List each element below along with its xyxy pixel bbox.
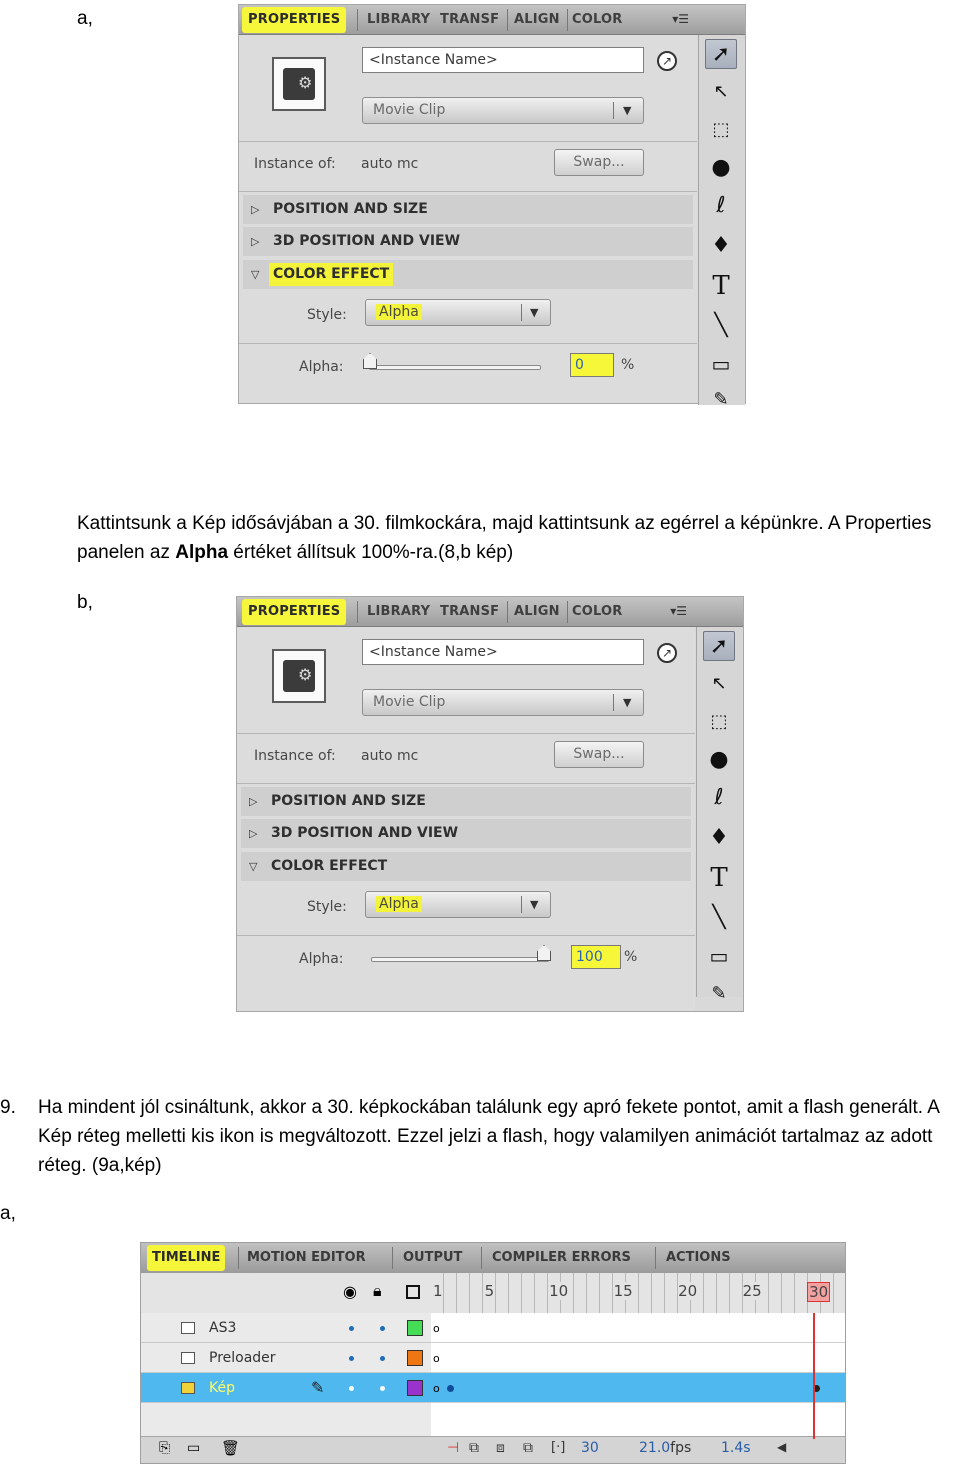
section-3d-position-and-view[interactable]: ▷ 3D POSITION AND VIEW [241, 819, 691, 848]
list-item-text: Ha mindent jól csináltunk, akkor a 30. képkockában találunk egy apró fekete pontot, amit a flash generált. A Kép réteg melletti kis ikon is megváltozott. Ezzel jelzi a flash, hogy valamilyen animációt tartalmaz az adott réteg. (9a,kép) [38, 1097, 939, 1176]
edit-symbol-icon[interactable]: ↗ [657, 643, 677, 663]
panel-tab-bar [239, 5, 745, 35]
tab-timeline[interactable]: TIMELINE [147, 1245, 225, 1271]
pen-tool-icon[interactable]: ♦ [711, 233, 731, 258]
frame-grid[interactable] [431, 1313, 846, 1439]
subselection-tool-icon[interactable]: ↖ [713, 81, 729, 102]
tab-actions[interactable]: ACTIONS [666, 1250, 731, 1265]
instance-of-value: auto mc [361, 748, 419, 764]
free-transform-tool-icon[interactable]: ⬚ [710, 711, 728, 732]
tab-compiler-errors[interactable]: COMPILER ERRORS [492, 1250, 631, 1265]
ruler-frame-number: 15 [613, 1282, 633, 1300]
free-transform-tool-icon[interactable]: ⬚ [712, 119, 730, 140]
eye-icon[interactable]: ◉ [343, 1282, 357, 1301]
layer-color-swatch [407, 1350, 423, 1366]
layer-icon [181, 1352, 195, 1364]
new-layer-icon[interactable]: ⎘ [159, 1440, 171, 1456]
line-tool-icon[interactable]: ╲ [712, 905, 726, 930]
delete-icon[interactable]: 🗑︎ [221, 1439, 241, 1457]
pen-tool-icon[interactable]: ♦ [709, 825, 729, 850]
frame-row [431, 1343, 846, 1373]
section-position-and-size[interactable]: ▷ POSITION AND SIZE [243, 195, 693, 224]
tools-panel [698, 35, 745, 410]
percent-label: % [624, 949, 638, 965]
alpha-slider-thumb[interactable] [363, 353, 377, 369]
rectangle-tool-icon[interactable]: ▭ [709, 944, 729, 968]
onion-markers-icon[interactable]: [·] [551, 1440, 566, 1455]
tab-align[interactable]: ALIGN [514, 12, 560, 27]
section-color-effect[interactable]: ▽ COLOR EFFECT [241, 852, 691, 881]
timeline-status-bar [141, 1436, 845, 1463]
tab-color[interactable]: COLOR [572, 604, 623, 619]
layer-list [141, 1313, 431, 1439]
properties-content [239, 35, 697, 403]
timeline-tab-bar [141, 1243, 845, 1274]
movie-clip-symbol-icon: ⚙ [272, 649, 326, 703]
chevron-down-icon: ▼ [530, 306, 539, 319]
symbol-type-dropdown[interactable]: Movie Clip ▼ [362, 689, 644, 716]
properties-content [237, 627, 695, 1011]
center-frame-icon[interactable]: ⊣ [447, 1440, 460, 1456]
lasso-tool-icon[interactable]: ℓ [716, 193, 726, 218]
instance-of-label: Instance of: [254, 156, 336, 172]
style-dropdown[interactable]: Alpha ▼ [365, 891, 551, 918]
3d-rotation-tool-icon[interactable]: ● [709, 747, 729, 772]
percent-label: % [621, 357, 635, 373]
alpha-label: Alpha: [299, 951, 344, 967]
symbol-type-dropdown[interactable]: Movie Clip ▼ [362, 97, 644, 124]
tab-properties[interactable]: PROPERTIES [242, 7, 346, 33]
movie-clip-symbol-icon: ⚙ [272, 57, 326, 111]
onion-outline-icon[interactable]: ⧈ [496, 1440, 505, 1456]
rectangle-tool-icon[interactable]: ▭ [711, 352, 731, 376]
tab-transform[interactable]: TRANSF [440, 604, 500, 619]
figure-label-a2: a, [0, 1203, 16, 1224]
ruler-frame-number: 30 [809, 1283, 829, 1301]
layer-color-swatch [407, 1320, 423, 1336]
instruction-paragraph: Kattintsunk a Kép idősávjában a 30. filmkockára, majd kattintsunk az egérrel a képünkre. A Properties panelen az Alpha értéket állítsuk 100%-ra.(8,b kép) [77, 513, 932, 563]
figure-label-a: a, [77, 8, 93, 29]
text-tool-icon[interactable]: T [712, 271, 730, 301]
figure-label-b: b, [77, 592, 93, 613]
ruler-frame-number: 20 [678, 1282, 698, 1300]
layer-color-swatch [407, 1380, 423, 1396]
frame-row-selected [431, 1373, 846, 1403]
alpha-label: Alpha: [299, 359, 344, 375]
alpha-slider-thumb[interactable] [537, 945, 551, 961]
tab-library[interactable]: LIBRARY [367, 12, 431, 27]
style-dropdown[interactable]: Alpha ▼ [365, 299, 551, 326]
tools-panel [696, 627, 743, 1004]
current-frame-readout[interactable]: 30 [581, 1440, 599, 1456]
properties-panel-b [236, 596, 744, 1012]
subselection-tool-icon[interactable]: ↖ [711, 673, 727, 694]
section-3d-position-and-view[interactable]: ▷ 3D POSITION AND VIEW [243, 227, 693, 256]
swap-button[interactable]: Swap... [554, 741, 644, 768]
line-tool-icon[interactable]: ╲ [714, 313, 728, 338]
alpha-slider-track[interactable] [371, 957, 549, 962]
scroll-left-icon[interactable]: ◀ [777, 1440, 787, 1454]
onion-skin-icon[interactable]: ⧉ [469, 1440, 479, 1456]
elapsed-time-readout[interactable]: 1.4s [721, 1440, 751, 1456]
panel-tab-bar [237, 597, 743, 627]
ruler-frame-number: 10 [549, 1282, 569, 1300]
edit-multiple-frames-icon[interactable]: ⧉ [523, 1440, 533, 1456]
style-label: Style: [307, 899, 347, 915]
selection-tool-icon[interactable]: ➚ [705, 39, 737, 69]
layer-row[interactable]: Preloader [141, 1343, 431, 1373]
list-item-number: 9. [0, 1097, 16, 1118]
tab-library[interactable]: LIBRARY [367, 604, 431, 619]
tab-color[interactable]: COLOR [572, 12, 623, 27]
instance-of-value: auto mc [361, 156, 419, 172]
chevron-down-icon: ▼ [623, 696, 632, 709]
alpha-value-field[interactable]: 100 [571, 945, 621, 969]
new-folder-icon[interactable]: ▭ [187, 1440, 201, 1456]
instance-name-field[interactable]: <Instance Name> [362, 639, 644, 665]
lock-icon[interactable]: 🔒︎ [373, 1281, 382, 1300]
pencil-tool-icon[interactable]: ✎ [711, 983, 727, 1004]
alpha-slider-track[interactable] [369, 365, 541, 370]
layer-row[interactable]: AS3 [141, 1313, 431, 1343]
section-position-and-size[interactable]: ▷ POSITION AND SIZE [241, 787, 691, 816]
timeline-header [141, 1273, 845, 1314]
tab-output[interactable]: OUTPUT [403, 1250, 463, 1265]
section-color-effect[interactable]: ▽ COLOR EFFECT [243, 260, 693, 289]
lasso-tool-icon[interactable]: ℓ [714, 785, 724, 810]
tween-layer-icon [181, 1382, 195, 1394]
pencil-tool-icon[interactable]: ✎ [713, 389, 729, 410]
ruler-frame-number: 5 [484, 1282, 495, 1300]
chevron-down-icon: ▼ [623, 104, 632, 117]
ruler-frame-number: 25 [742, 1282, 762, 1300]
panel-menu-icon[interactable]: ▾☰ [672, 12, 689, 26]
properties-panel-a [238, 4, 746, 410]
layer-icon [181, 1322, 195, 1334]
tab-align[interactable]: ALIGN [514, 604, 560, 619]
keyframe-icon: o [433, 1382, 440, 1395]
text-tool-icon[interactable]: T [710, 863, 728, 893]
tab-motion-editor[interactable]: MOTION EDITOR [247, 1250, 366, 1265]
frame-rate-readout[interactable]: 21.0fps [639, 1440, 692, 1456]
swap-button[interactable]: Swap... [554, 149, 644, 176]
frame-row [431, 1313, 846, 1343]
alpha-value-field[interactable]: 0 [570, 353, 614, 377]
keyframe-icon: o [433, 1352, 440, 1365]
outline-icon[interactable] [406, 1285, 420, 1299]
edit-symbol-icon[interactable]: ↗ [657, 51, 677, 71]
panel-menu-icon[interactable]: ▾☰ [670, 604, 687, 618]
style-label: Style: [307, 307, 347, 323]
keyframe-icon: o [433, 1322, 440, 1335]
tab-properties[interactable]: PROPERTIES [242, 599, 346, 625]
tab-transform[interactable]: TRANSF [440, 12, 500, 27]
ruler-frame-number: 1 [433, 1282, 443, 1300]
layer-row-selected[interactable]: Kép ✎ [141, 1373, 431, 1403]
instance-of-label: Instance of: [254, 748, 336, 764]
instance-name-field[interactable]: <Instance Name> [362, 47, 644, 73]
selection-tool-icon[interactable]: ➚ [703, 631, 735, 661]
timeline-panel [140, 1242, 846, 1464]
playhead-line[interactable] [813, 1313, 815, 1439]
frame-ruler[interactable] [431, 1273, 846, 1313]
chevron-down-icon: ▼ [530, 898, 539, 911]
keyframe-dot-icon [447, 1385, 454, 1392]
pencil-icon: ✎ [311, 1378, 325, 1397]
3d-rotation-tool-icon[interactable]: ● [711, 155, 731, 180]
